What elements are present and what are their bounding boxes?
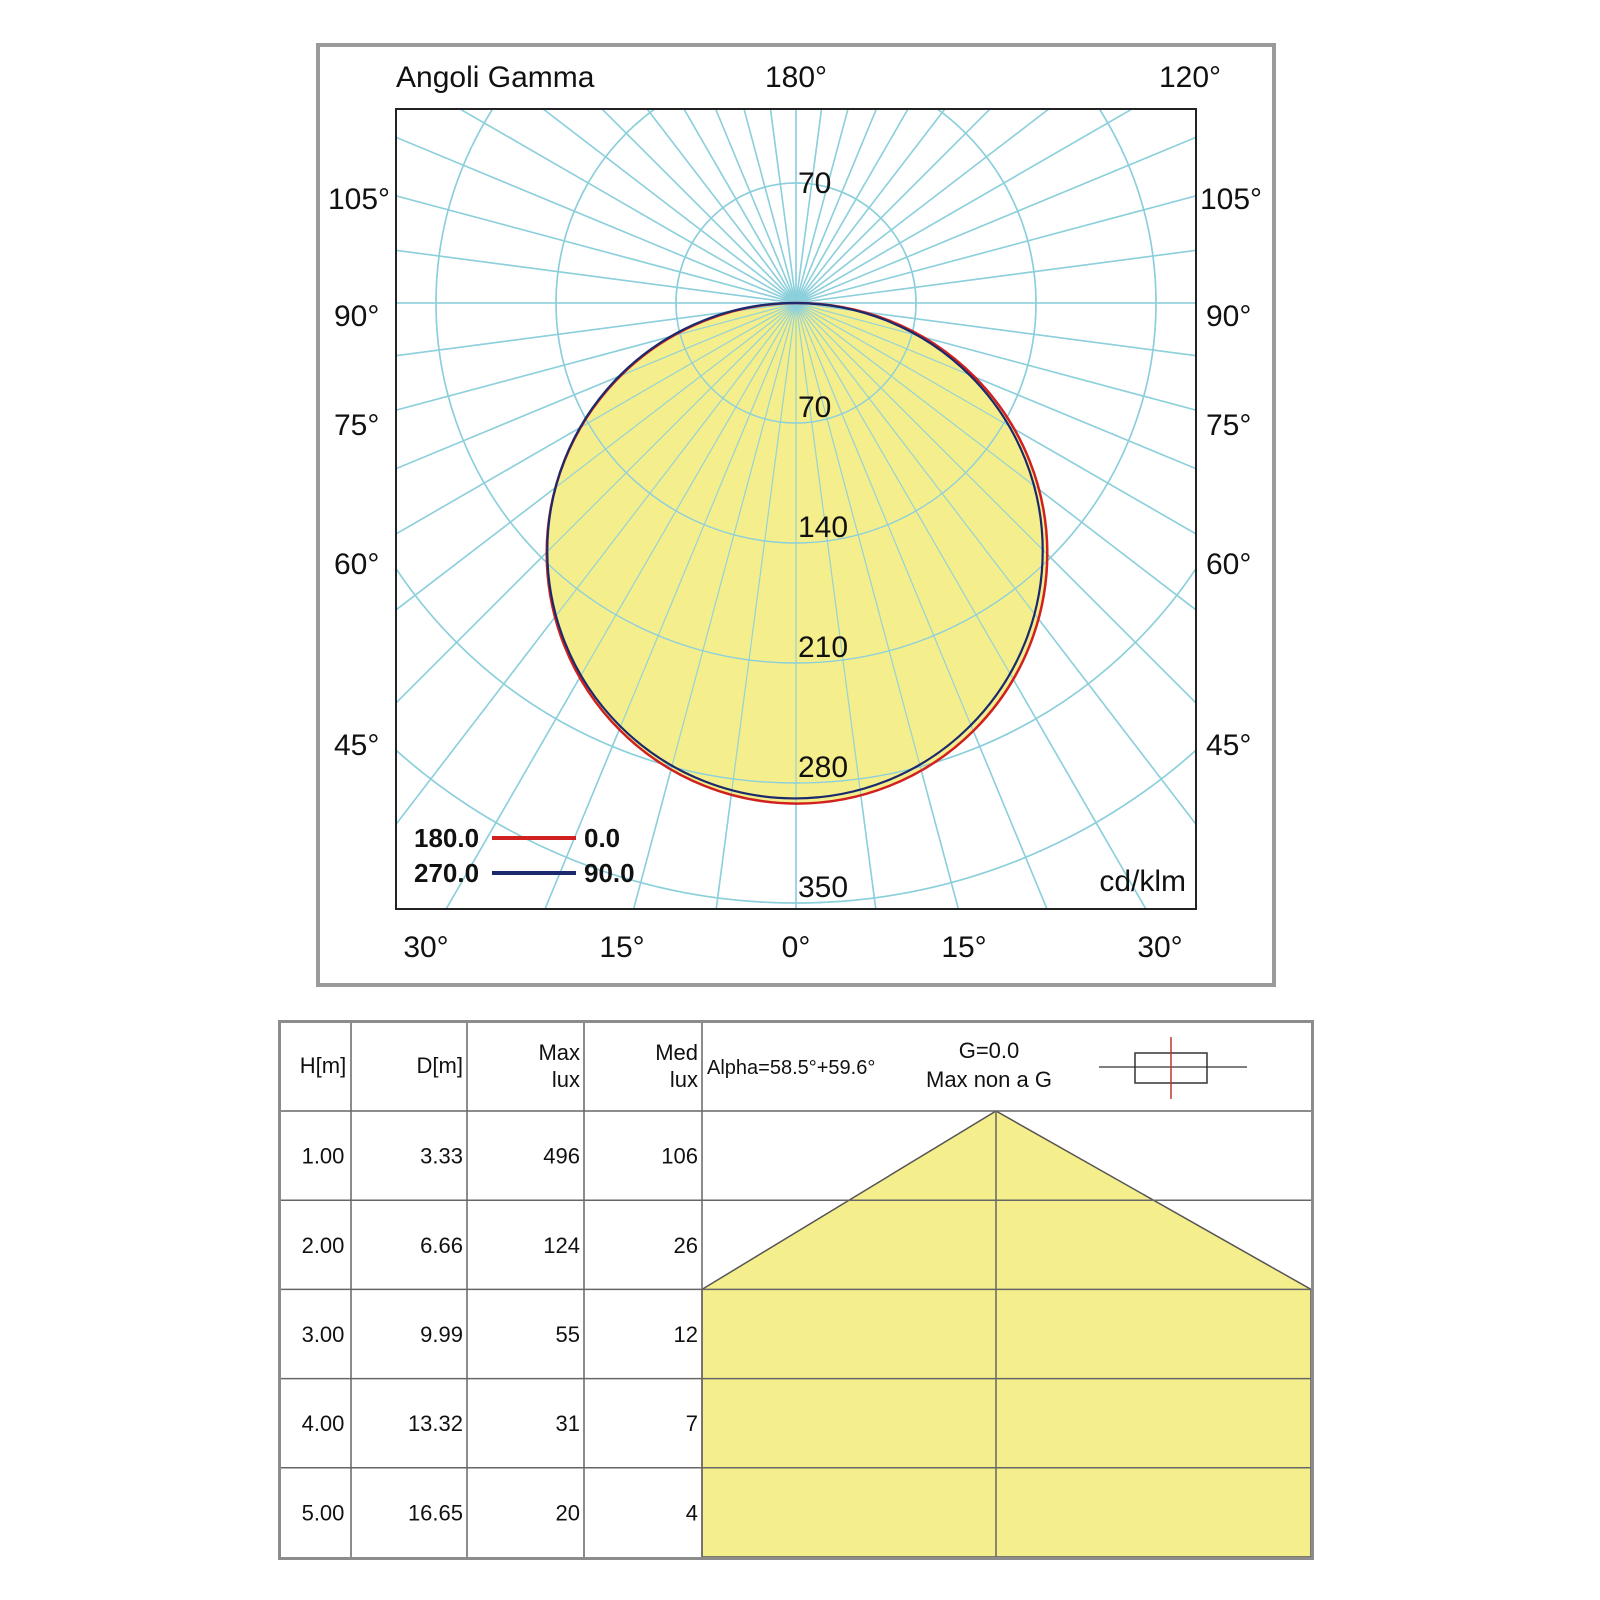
table-cell: 3.00 <box>301 1322 345 1347</box>
polar-diagram <box>320 47 1272 983</box>
table-cell: 5.00 <box>301 1500 345 1526</box>
table-cell: 4 <box>685 1500 698 1526</box>
right-angle-label: 75° <box>1206 409 1252 442</box>
table-cell: 6.66 <box>420 1232 463 1258</box>
table-cell: 124 <box>543 1232 580 1258</box>
alpha-label: Alpha=58.5°+59.6° <box>707 1057 876 1079</box>
table-cell: 1.00 <box>301 1143 345 1169</box>
left-angle-label: 105° <box>328 183 391 216</box>
chart-title: Angoli Gamma <box>396 61 595 94</box>
g-label: G=0.0 <box>958 1038 1020 1063</box>
header-h: H[m] <box>299 1053 347 1078</box>
left-angle-label: 45° <box>334 729 380 762</box>
table-cell: 26 <box>673 1232 698 1258</box>
table-cell: 16.65 <box>407 1500 463 1526</box>
table-cell: 13.32 <box>407 1411 463 1437</box>
legend-right-value: 90.0 <box>584 858 635 888</box>
radial-tick-label: 70 <box>798 391 832 424</box>
table-cell: 55 <box>555 1322 580 1347</box>
max-non-g-label: Max non a G <box>926 1067 1052 1092</box>
bottom-angle-label: 30° <box>1137 931 1183 964</box>
table-cell: 2.00 <box>301 1232 345 1258</box>
table-cell: 31 <box>555 1411 580 1437</box>
header-med-unit: lux <box>669 1067 698 1092</box>
illuminance-table <box>281 1023 1311 1557</box>
bottom-angle-label: 30° <box>403 931 449 964</box>
header-med: Med <box>655 1040 698 1065</box>
radial-tick-label: 280 <box>798 751 849 784</box>
radial-tick-label-upper: 70 <box>798 167 832 200</box>
radial-tick-label: 350 <box>798 871 849 904</box>
luminaire-icon <box>1099 1037 1247 1099</box>
table-cell: 12 <box>673 1322 698 1347</box>
left-angle-label: 75° <box>334 409 380 442</box>
left-angle-label: 90° <box>334 300 380 333</box>
table-cell: 496 <box>543 1143 580 1169</box>
legend-right-value: 0.0 <box>584 823 621 853</box>
light-cone-area <box>702 1111 1311 1557</box>
top-right-angle: 120° <box>1158 61 1222 94</box>
header-max: Max <box>538 1040 580 1065</box>
illuminance-table-panel <box>278 1020 1314 1560</box>
table-cell: 7 <box>685 1411 698 1437</box>
right-angle-label: 105° <box>1200 183 1263 216</box>
table-cell: 20 <box>555 1500 580 1526</box>
table-row <box>302 1500 698 1525</box>
bottom-angle-label: 0° <box>781 931 811 964</box>
left-angle-label: 60° <box>334 548 380 581</box>
top-center-angle: 180° <box>764 61 828 94</box>
right-angle-label: 45° <box>1206 729 1252 762</box>
right-angle-label: 90° <box>1206 300 1252 333</box>
header-d: D[m] <box>416 1053 463 1078</box>
table-row <box>302 1411 698 1436</box>
table-cell: 106 <box>661 1143 698 1169</box>
table-row <box>302 1322 698 1347</box>
radial-tick-label: 210 <box>798 631 849 664</box>
legend-left-value: 180.0 <box>414 823 480 853</box>
radial-tick-label: 140 <box>798 511 849 544</box>
right-angle-label: 60° <box>1206 548 1252 581</box>
bottom-angle-label: 15° <box>599 931 645 964</box>
polar-diagram-panel <box>316 43 1276 987</box>
legend <box>414 823 635 888</box>
table-cell: 9.99 <box>420 1322 463 1347</box>
unit-label: cd/klm <box>1099 865 1186 898</box>
table-row <box>302 1144 698 1169</box>
header-max-unit: lux <box>551 1067 580 1092</box>
bottom-angle-label: 15° <box>941 931 987 964</box>
table-row <box>302 1233 698 1258</box>
legend-left-value: 270.0 <box>414 858 480 888</box>
table-cell: 3.33 <box>420 1143 463 1169</box>
table-cell: 4.00 <box>301 1411 345 1437</box>
